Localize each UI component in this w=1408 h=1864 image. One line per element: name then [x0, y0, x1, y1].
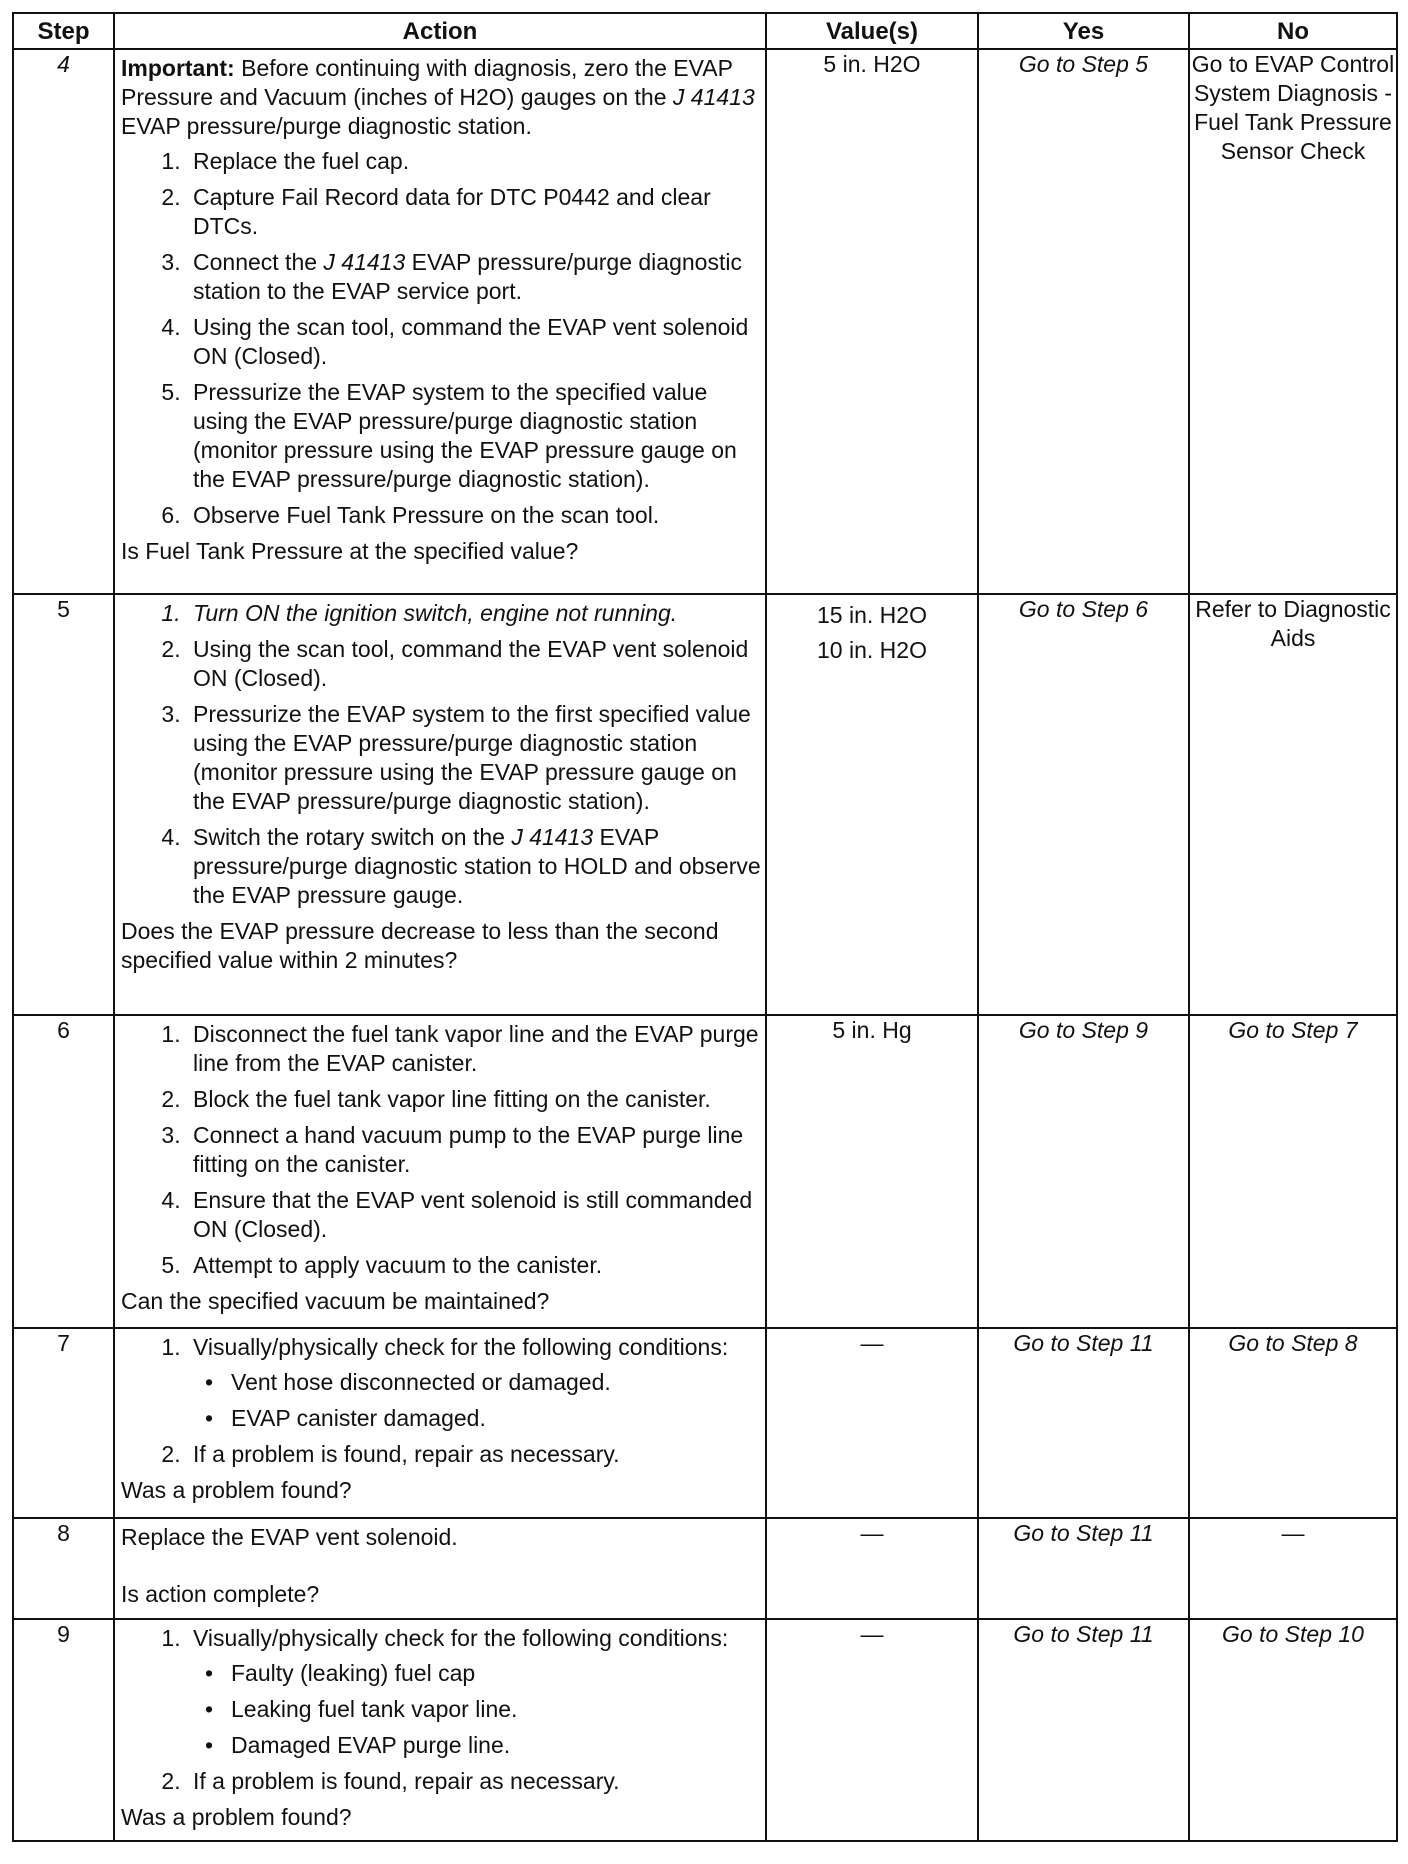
important-label: Important:: [121, 55, 235, 81]
action-step: 1. Replace the fuel cap.: [187, 147, 761, 176]
question: Was a problem found?: [121, 1477, 352, 1503]
tool-reference: J 41413: [672, 84, 755, 110]
diagnostic-table: [12, 12, 1398, 1842]
action-step: 2. If a problem is found, repair as necessary.: [187, 1440, 761, 1469]
action-step: 6. Observe Fuel Tank Pressure on the scan tool.: [187, 501, 761, 530]
step-number: 8: [13, 1518, 114, 1619]
condition-item: • Damaged EVAP purge line.: [227, 1731, 761, 1760]
action-cell: [114, 1015, 766, 1328]
yes-cell: Go to Step 11: [978, 1328, 1189, 1518]
action-cell: [114, 1328, 766, 1518]
value-cell: —: [766, 1518, 978, 1619]
yes-cell: Go to Step 11: [978, 1518, 1189, 1619]
header-value: Value(s): [766, 13, 978, 49]
action-steps: [121, 599, 761, 910]
question: Is action complete?: [121, 1581, 320, 1607]
no-cell: Go to Step 7: [1189, 1015, 1397, 1328]
action-step: 3. Connect a hand vacuum pump to the EVAP purge line fitting on the canister.: [187, 1121, 761, 1179]
table-row-step-9: [13, 1619, 1397, 1841]
step-text: EVAP pressure/purge diagnostic station to HOLD and observe the EVAP pressure gauge.: [193, 824, 761, 908]
question: Does the EVAP pressure decrease to less than the second specified value within 2 minutes?: [121, 918, 719, 973]
action-step: 2. Using the scan tool, command the EVAP vent solenoid ON (Closed).: [187, 635, 761, 693]
action-step: 2. If a problem is found, repair as necessary.: [187, 1767, 761, 1796]
question: Is Fuel Tank Pressure at the specified value?: [121, 538, 579, 564]
action-steps: [121, 1333, 761, 1469]
action-step: [187, 248, 761, 306]
step-text: Connect the: [193, 249, 324, 275]
value-cell: —: [766, 1328, 978, 1518]
header-step: Step: [13, 13, 114, 49]
action-step: 5. Pressurize the EVAP system to the specified value using the EVAP pressure/purge diagnostic station (monitor pressure using the EVAP pressure gauge on the EVAP pressure/purge diagnostic station).: [187, 378, 761, 494]
condition-item: • Faulty (leaking) fuel cap: [227, 1659, 761, 1688]
yes-cell: Go to Step 5: [978, 49, 1189, 594]
action-cell: [114, 594, 766, 1015]
step-number: 9: [13, 1619, 114, 1841]
table-row-step-7: [13, 1328, 1397, 1518]
action-text: Replace the EVAP vent solenoid.: [121, 1524, 458, 1550]
step-number: 4: [13, 49, 114, 594]
step-text: Visually/physically check for the following conditions:: [193, 1625, 729, 1651]
action-steps: [121, 1624, 761, 1796]
tool-reference: J 41413: [323, 249, 406, 275]
header-row: [13, 13, 1397, 49]
condition-item: • Vent hose disconnected or damaged.: [227, 1368, 761, 1397]
value-cell: 5 in. H2O: [766, 49, 978, 594]
action-step: [187, 1624, 761, 1760]
condition-list: [193, 1659, 761, 1760]
header-action: Action: [114, 13, 766, 49]
step-number: 7: [13, 1328, 114, 1518]
header-no: No: [1189, 13, 1397, 49]
question: Was a problem found?: [121, 1804, 352, 1830]
table-row-step-4: [13, 49, 1397, 594]
important-tail: EVAP pressure/purge diagnostic station.: [121, 113, 532, 139]
action-steps: [121, 147, 761, 530]
action-step: 3. Pressurize the EVAP system to the first specified value using the EVAP pressure/purge diagnostic station (monitor pressure using the EVAP pressure gauge on the EVAP pressure/purge diagnostic station).: [187, 700, 761, 816]
step-text: Switch the rotary switch on the: [193, 824, 512, 850]
action-step: 5. Attempt to apply vacuum to the canister.: [187, 1251, 761, 1280]
important-text: Before continuing with diagnosis, zero the EVAP Pressure and Vacuum (inches of H2O) gauges on the: [121, 55, 733, 110]
table-row-step-5: [13, 594, 1397, 1015]
action-step: [187, 1333, 761, 1433]
action-step: 2. Capture Fail Record data for DTC P0442 and clear DTCs.: [187, 183, 761, 241]
table-row-step-6: [13, 1015, 1397, 1328]
no-cell: Go to EVAP Control System Diagnosis - Fuel Tank Pressure Sensor Check: [1189, 49, 1397, 594]
yes-cell: Go to Step 9: [978, 1015, 1189, 1328]
yes-cell: Go to Step 6: [978, 594, 1189, 1015]
table-row-step-8: [13, 1518, 1397, 1619]
action-cell: [114, 1619, 766, 1841]
condition-item: • EVAP canister damaged.: [227, 1404, 761, 1433]
value-cell: 5 in. Hg: [766, 1015, 978, 1328]
important-note: [121, 54, 761, 141]
yes-cell: Go to Step 11: [978, 1619, 1189, 1841]
step-text: EVAP pressure/purge diagnostic station to the EVAP service port.: [193, 249, 742, 304]
action-cell: [114, 49, 766, 594]
action-step: 1. Disconnect the fuel tank vapor line and the EVAP purge line from the EVAP canister.: [187, 1020, 761, 1078]
action-step: 4. Ensure that the EVAP vent solenoid is still commanded ON (Closed).: [187, 1186, 761, 1244]
action-steps: [121, 1020, 761, 1280]
value-first: 15 in. H2O: [817, 602, 927, 628]
step-text: Visually/physically check for the following conditions:: [193, 1334, 729, 1360]
header-yes: Yes: [978, 13, 1189, 49]
value-cell: —: [766, 1619, 978, 1841]
value-second: 10 in. H2O: [817, 637, 927, 663]
action-step: 1. Turn ON the ignition switch, engine not running.: [187, 599, 761, 628]
action-step: 4. Using the scan tool, command the EVAP vent solenoid ON (Closed).: [187, 313, 761, 371]
condition-item: • Leaking fuel tank vapor line.: [227, 1695, 761, 1724]
no-cell: Refer to Diagnostic Aids: [1189, 594, 1397, 1015]
action-step: [187, 823, 761, 910]
step-number: 5: [13, 594, 114, 1015]
action-step: 2. Block the fuel tank vapor line fitting on the canister.: [187, 1085, 761, 1114]
question: Can the specified vacuum be maintained?: [121, 1288, 550, 1314]
no-cell: —: [1189, 1518, 1397, 1619]
tool-reference: J 41413: [511, 824, 594, 850]
value-cell: [766, 594, 978, 1015]
no-cell: Go to Step 10: [1189, 1619, 1397, 1841]
no-cell: Go to Step 8: [1189, 1328, 1397, 1518]
condition-list: [193, 1368, 761, 1433]
action-cell: [114, 1518, 766, 1619]
step-number: 6: [13, 1015, 114, 1328]
